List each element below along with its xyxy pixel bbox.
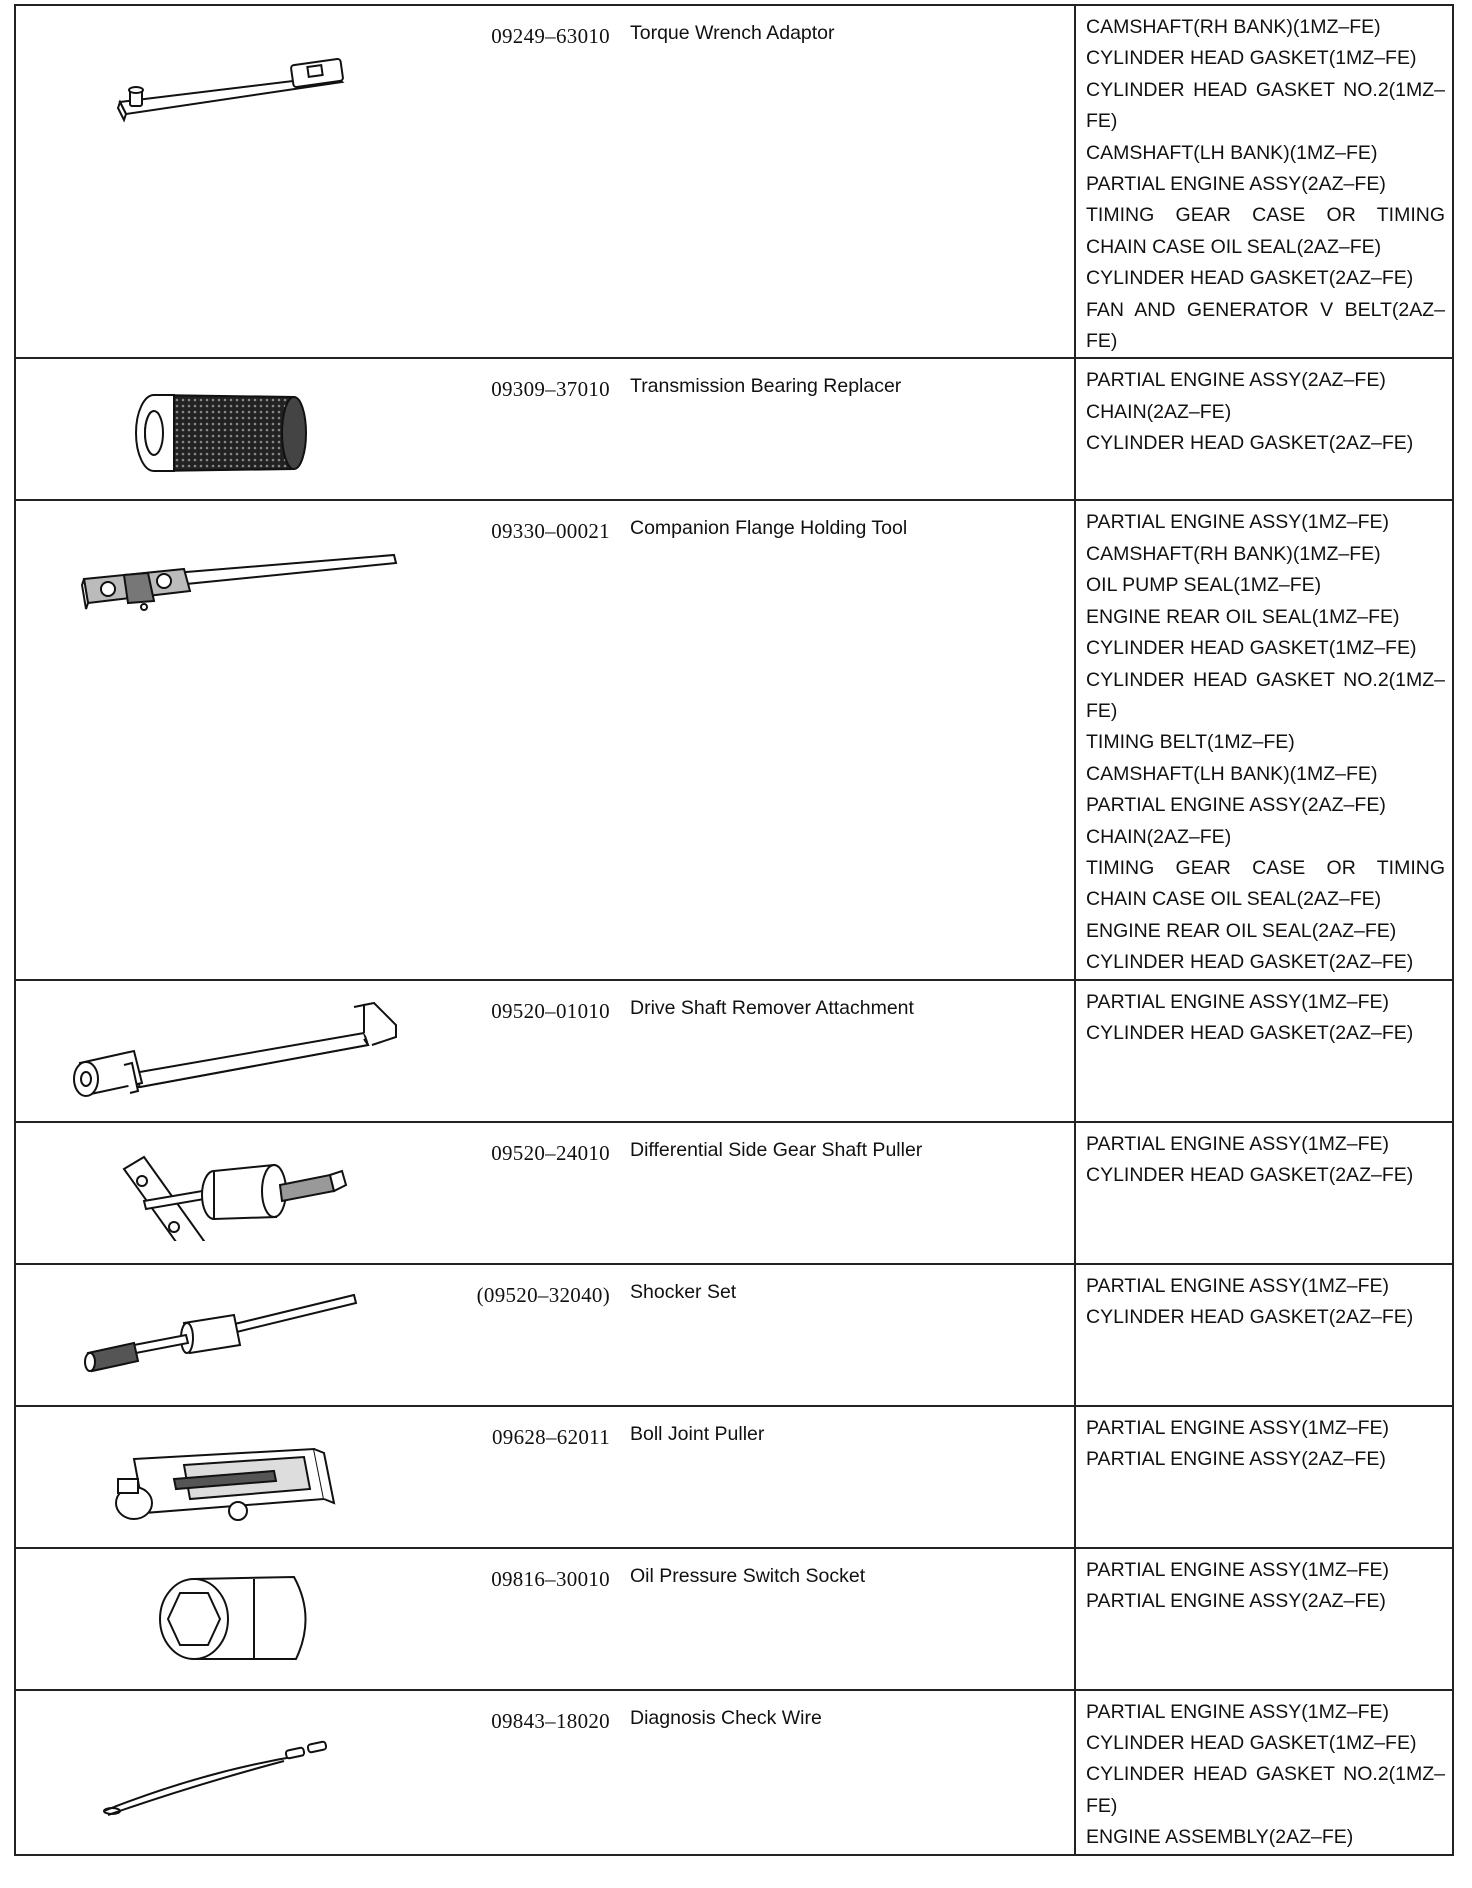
usage-item: TIMING BELT(1MZ–FE) [1086, 731, 1295, 754]
tool-name: Diagnosis Check Wire [630, 1706, 822, 1729]
usage-cell [1075, 358, 1453, 500]
part-number: 09330–00021 [491, 519, 610, 544]
usage-list [1086, 1697, 1445, 1854]
tool-name: Transmission Bearing Replacer [630, 375, 902, 398]
tool-cell [15, 500, 1075, 979]
table-row [15, 1122, 1453, 1264]
usage-list [1086, 1129, 1445, 1192]
table-row [15, 1548, 1453, 1690]
usage-cell [1075, 1690, 1453, 1855]
usage-item: FAN AND GENERATOR V BELT(2AZ–FE) [1086, 298, 1445, 353]
usage-item: CYLINDER HEAD GASKET(2AZ–FE) [1086, 1305, 1414, 1328]
bearing-replacer-icon [24, 373, 424, 483]
usage-item: CAMSHAFT(RH BANK)(1MZ–FE) [1086, 16, 1381, 38]
usage-item: PARTIAL ENGINE ASSY(2AZ–FE) [1086, 369, 1386, 392]
table-row [15, 1406, 1453, 1548]
usage-item: CHAIN(2AZ–FE) [1086, 400, 1232, 423]
drive-shaft-remover-icon [24, 995, 424, 1105]
usage-item: PARTIAL ENGINE ASSY(2AZ–FE) [1086, 1447, 1386, 1470]
table-row [15, 1690, 1453, 1855]
usage-list [1086, 365, 1445, 459]
part-number: 09628–62011 [491, 1424, 610, 1449]
usage-item: CYLINDER HEAD GASKET(1MZ–FE) [1086, 1731, 1417, 1754]
usage-cell [1075, 5, 1453, 358]
table-row [15, 358, 1453, 500]
tool-cell [15, 1690, 1075, 1855]
tool-cell [15, 5, 1075, 358]
usage-item: CYLINDER HEAD GASKET(2AZ–FE) [1086, 951, 1414, 974]
usage-item: CAMSHAFT(LH BANK)(1MZ–FE) [1086, 762, 1378, 785]
usage-item: CYLINDER HEAD GASKET(1MZ–FE) [1086, 637, 1417, 660]
tool-name: Companion Flange Holding Tool [630, 517, 908, 540]
socket-icon [24, 1559, 424, 1669]
table-row [15, 1264, 1453, 1406]
usage-item: CYLINDER HEAD GASKET(1MZ–FE) [1086, 47, 1417, 70]
usage-list [1086, 1271, 1445, 1334]
usage-item: PARTIAL ENGINE ASSY(1MZ–FE) [1086, 990, 1390, 1013]
usage-item: PARTIAL ENGINE ASSY(2AZ–FE) [1086, 1589, 1386, 1612]
usage-item: PARTIAL ENGINE ASSY(1MZ–FE) [1086, 511, 1390, 534]
part-number: 09249–63010 [491, 24, 610, 48]
tool-name: Boll Joint Puller [630, 1422, 765, 1445]
tool-cell [15, 1406, 1075, 1548]
usage-cell [1075, 980, 1453, 1122]
table-row [15, 5, 1453, 358]
ball-joint-puller-icon [24, 1419, 424, 1529]
tool-name: Oil Pressure Switch Socket [630, 1564, 866, 1587]
usage-item: TIMING GEAR CASE OR TIMING CHAIN CASE OIL SEAL(2AZ–FE) [1086, 856, 1445, 911]
part-number: 09520–01010 [491, 998, 610, 1023]
usage-item: CAMSHAFT(RH BANK)(1MZ–FE) [1086, 542, 1381, 565]
tool-cell [15, 980, 1075, 1122]
usage-item: CYLINDER HEAD GASKET(2AZ–FE) [1086, 432, 1414, 455]
table-row [15, 500, 1453, 979]
usage-cell [1075, 1548, 1453, 1690]
usage-list [1086, 1555, 1445, 1618]
usage-item: CAMSHAFT(LH BANK)(1MZ–FE) [1086, 141, 1378, 164]
part-number: 09309–37010 [491, 377, 610, 402]
table-row [15, 980, 1453, 1122]
special-service-tools-table [14, 4, 1454, 1856]
usage-list [1086, 12, 1445, 357]
usage-list [1086, 987, 1445, 1050]
part-number: 09843–18020 [491, 1708, 610, 1733]
usage-item: ENGINE REAR OIL SEAL(1MZ–FE) [1086, 605, 1400, 628]
usage-cell [1075, 1122, 1453, 1264]
tool-cell [15, 1264, 1075, 1406]
part-number: (09520–32040) [476, 1282, 610, 1307]
usage-cell [1075, 1264, 1453, 1406]
usage-item: CYLINDER HEAD GASKET(2AZ–FE) [1086, 1021, 1414, 1044]
usage-item: PARTIAL ENGINE ASSY(1MZ–FE) [1086, 1558, 1390, 1581]
usage-cell [1075, 1406, 1453, 1548]
usage-item: PARTIAL ENGINE ASSY(2AZ–FE) [1086, 173, 1386, 196]
usage-item: PARTIAL ENGINE ASSY(1MZ–FE) [1086, 1132, 1390, 1155]
torque-wrench-adaptor-icon [24, 36, 424, 146]
usage-item: PARTIAL ENGINE ASSY(1MZ–FE) [1086, 1700, 1390, 1723]
check-wire-icon [24, 1711, 424, 1821]
usage-item: PARTIAL ENGINE ASSY(1MZ–FE) [1086, 1416, 1390, 1439]
usage-item: ENGINE REAR OIL SEAL(2AZ–FE) [1086, 919, 1397, 942]
usage-item: CYLINDER HEAD GASKET(2AZ–FE) [1086, 267, 1414, 290]
gear-shaft-puller-icon [24, 1131, 424, 1241]
usage-item: CYLINDER HEAD GASKET NO.2(1MZ–FE) [1086, 668, 1445, 722]
usage-item: ENGINE ASSEMBLY(2AZ–FE) [1086, 1826, 1354, 1849]
tool-name: Shocker Set [630, 1280, 737, 1303]
part-number: 09816–30010 [491, 1566, 610, 1591]
usage-item: PARTIAL ENGINE ASSY(2AZ–FE) [1086, 794, 1386, 817]
usage-item: CHAIN(2AZ–FE) [1086, 825, 1232, 848]
usage-list [1086, 1413, 1445, 1476]
tool-name: Differential Side Gear Shaft Puller [630, 1138, 923, 1161]
usage-item: OIL PUMP SEAL(1MZ–FE) [1086, 574, 1322, 597]
usage-item: CYLINDER HEAD GASKET NO.2(1MZ–FE) [1086, 1763, 1445, 1817]
tool-name: Torque Wrench Adaptor [630, 22, 835, 44]
tool-cell [15, 1548, 1075, 1690]
usage-item: CYLINDER HEAD GASKET(2AZ–FE) [1086, 1163, 1414, 1186]
usage-item: TIMING GEAR CASE OR TIMING CHAIN CASE OIL SEAL(2AZ–FE) [1086, 204, 1445, 258]
usage-item: PARTIAL ENGINE ASSY(1MZ–FE) [1086, 1274, 1390, 1297]
usage-item: CYLINDER HEAD GASKET NO.2(1MZ–FE) [1086, 78, 1445, 133]
tool-cell [15, 1122, 1075, 1264]
tool-cell [15, 358, 1075, 500]
usage-cell [1075, 500, 1453, 979]
tool-name: Drive Shaft Remover Attachment [630, 996, 914, 1019]
flange-holding-tool-icon [24, 523, 424, 633]
usage-list [1086, 507, 1445, 978]
part-number: 09520–24010 [491, 1140, 610, 1165]
shocker-set-icon [24, 1279, 424, 1389]
